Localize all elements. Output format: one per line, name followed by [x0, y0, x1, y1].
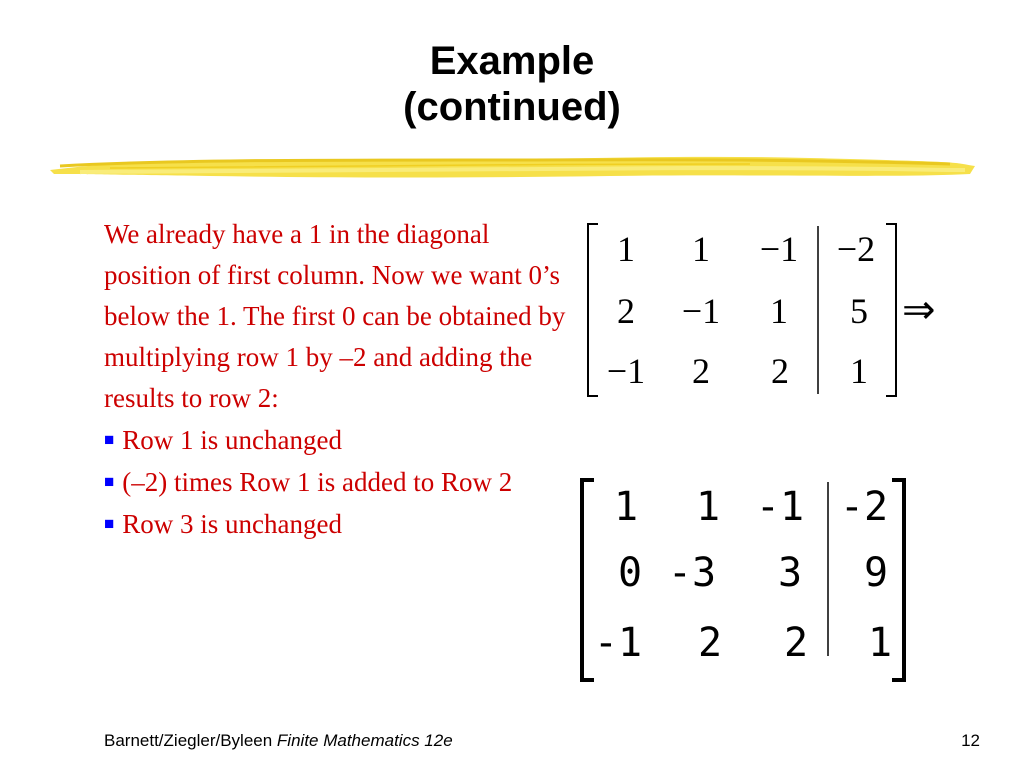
- square-bullet-icon: ■: [104, 430, 115, 449]
- bullet-text: Row 1 is unchanged: [122, 425, 342, 455]
- matrix-cell: 1: [695, 484, 721, 530]
- matrix-cell: 2: [617, 291, 635, 331]
- title-line-1: Example: [429, 39, 595, 83]
- matrix-cell: 1: [770, 291, 788, 331]
- matrix-cell: 2: [697, 620, 723, 666]
- bullet-item: [104, 419, 574, 461]
- augmented-matrix-after: [578, 478, 912, 682]
- page-number: 12: [961, 731, 980, 750]
- bullet-text: Row 3 is unchanged: [122, 509, 342, 539]
- bullet-item: [104, 503, 574, 545]
- footer-book-title: Finite Mathematics 12e: [276, 731, 453, 750]
- matrix-cell: 9: [863, 550, 889, 596]
- matrix-cell: −1: [759, 229, 799, 269]
- matrix-cell: -2: [839, 484, 889, 530]
- matrix-cell: -3: [667, 550, 717, 596]
- square-bullet-icon: ■: [104, 514, 115, 533]
- explanation-paragraph: We already have a 1 in the diagonal position of first column. Now we want 0’s below the 1. The first 0 can be obtained by multiplying row 1 by –2 and adding the results to row 2:: [104, 219, 566, 413]
- matrix-cell: −1: [681, 291, 721, 331]
- slide-title: [0, 38, 1024, 130]
- matrix-cell: 2: [692, 351, 710, 391]
- matrix-cell: 1: [867, 620, 893, 666]
- matrix-cell: 1: [617, 229, 635, 269]
- matrix-cell: 2: [783, 620, 809, 666]
- matrix-cell: 1: [613, 484, 639, 530]
- matrix-cell: -1: [593, 620, 643, 666]
- implies-arrow-icon: ⇒: [902, 287, 936, 332]
- matrix-cell: 0: [617, 550, 643, 596]
- bullet-text: (–2) times Row 1 is added to Row 2: [122, 467, 513, 497]
- square-bullet-icon: ■: [104, 472, 115, 491]
- augmented-matrix-before: [586, 222, 956, 398]
- bullet-item: [104, 461, 574, 503]
- title-line-2: (continued): [403, 85, 621, 129]
- matrix-cell: −2: [836, 229, 876, 269]
- footer-authors: Barnett/Ziegler/Byleen: [104, 731, 277, 750]
- body-text: [104, 214, 574, 545]
- matrix-cell: 1: [850, 351, 868, 391]
- footer-citation: [104, 731, 453, 751]
- matrix-cell: 1: [692, 229, 710, 269]
- matrix-cell: 2: [771, 351, 789, 391]
- matrix-cell: −1: [606, 351, 646, 391]
- matrix-cell: 5: [850, 291, 868, 331]
- matrix-cell: -1: [755, 484, 805, 530]
- matrix-cell: 3: [777, 550, 803, 596]
- highlighter-stroke: [50, 148, 975, 184]
